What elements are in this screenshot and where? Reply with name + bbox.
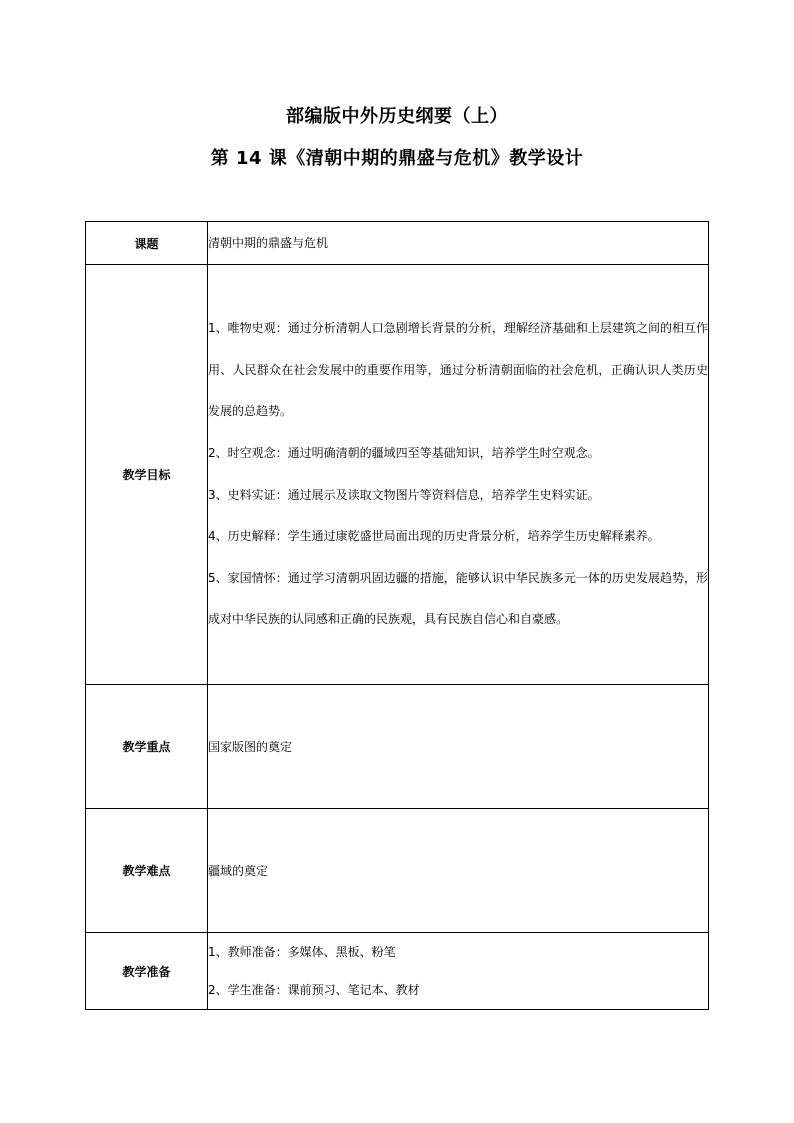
goal-item: 3、史料实证：通过展示及读取文物图片等资料信息，培养学生史料实证。 (208, 487, 600, 502)
goals-label: 教学目标 (86, 265, 208, 685)
preparation-item: 1、教师准备：多媒体、黑板、粉笔 (208, 945, 396, 959)
document-title: 部编版中外历史纲要（上） (286, 106, 508, 127)
table-row-topic (86, 222, 709, 265)
goal-item: 1、唯物史观：通过分析清朝人口急剧增长背景的分析，理解经济基础和上层建筑之间的相互作用、人民群众在社会发展中的重要作用等，通过分析清朝面临的社会危机，正确认识人类历史发展的总趋势。 (208, 321, 708, 419)
preparation-item: 2、学生准备：课前预习、笔记本、教材 (208, 983, 420, 997)
key-points-text: 国家版图的奠定 (208, 739, 293, 754)
difficulties-text: 疆域的奠定 (208, 863, 269, 878)
lesson-title: 第 14 课《清朝中期的鼎盛与危机》教学设计 (210, 148, 584, 169)
goal-item: 2、时空观念：通过明确清朝的疆域四至等基础知识，培养学生时空观念。 (208, 445, 600, 460)
difficulties-label: 教学难点 (86, 809, 208, 933)
key-points-value (208, 685, 709, 809)
goals-value (208, 265, 709, 685)
key-points-label: 教学重点 (86, 685, 208, 809)
topic-text: 清朝中期的鼎盛与危机 (208, 236, 329, 250)
table-row-difficulties (86, 809, 709, 933)
table-row-goals (86, 265, 709, 685)
lesson-plan-table (85, 221, 709, 1010)
preparation-label: 教学准备 (86, 933, 208, 1010)
table-row-key-points (86, 685, 709, 809)
goal-item: 5、家国情怀：通过学习清朝巩固边疆的措施，能够认识中华民族多元一体的历史发展趋势，形成对中华民族的认同感和正确的民族观，具有民族自信心和自豪感。 (208, 570, 708, 627)
difficulties-value (208, 809, 709, 933)
preparation-value (208, 933, 709, 1010)
topic-label: 课题 (86, 222, 208, 265)
table-row-preparation (86, 933, 709, 1010)
goal-item: 4、历史解释：学生通过康乾盛世局面出现的历史背景分析，培养学生历史解释素养。 (208, 529, 660, 544)
topic-value (208, 222, 709, 265)
